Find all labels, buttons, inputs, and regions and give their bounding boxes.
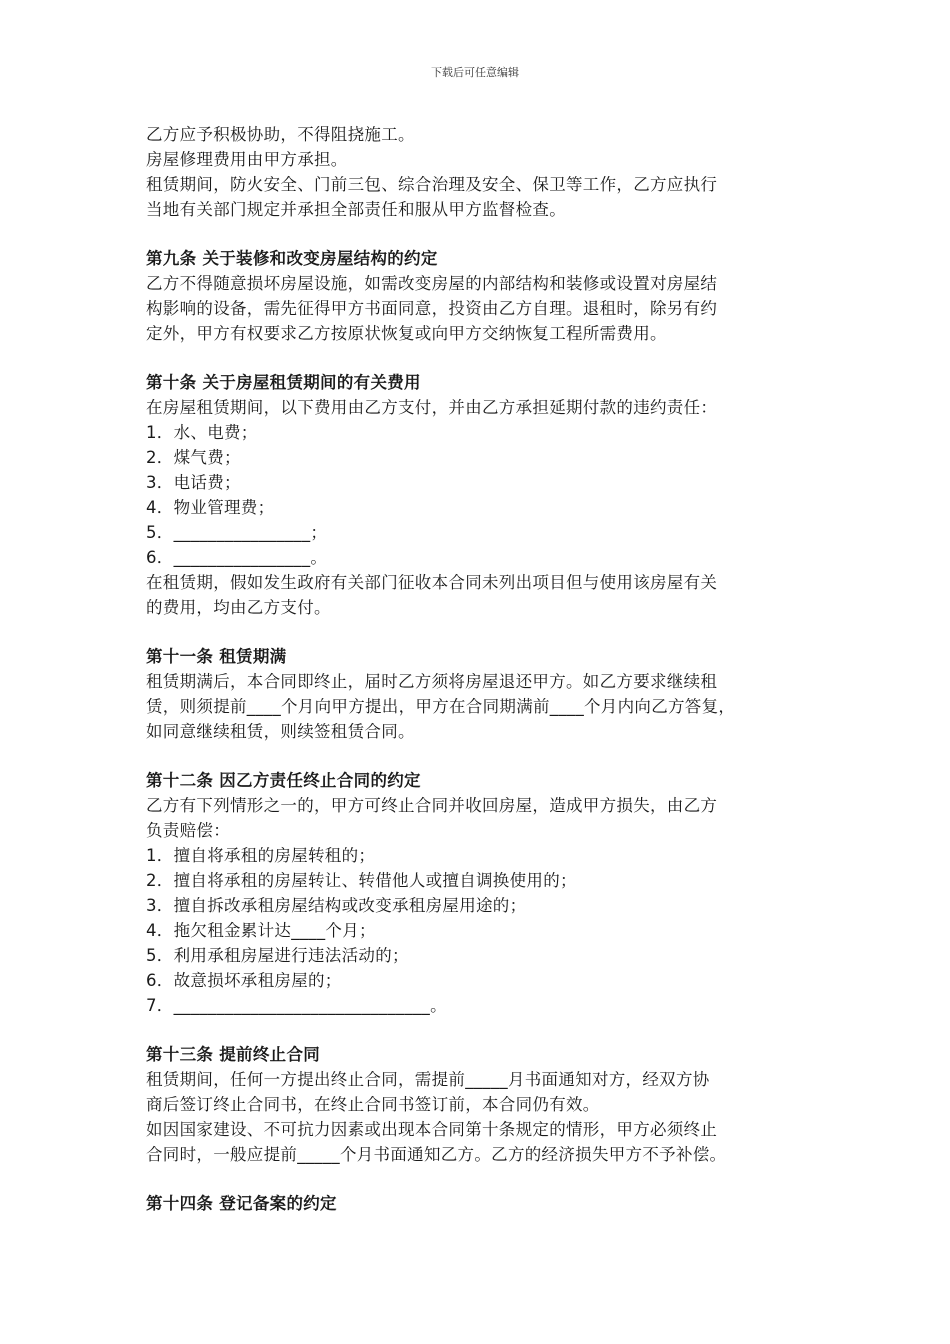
text-line: 商后签订终止合同书，在终止合同书签订前，本合同仍有效。	[146, 1095, 600, 1114]
page-header: 下载后可任意编辑	[431, 66, 519, 79]
article-heading: 第十一条 租赁期满	[146, 647, 287, 666]
text-line: 如因国家建设、不可抗力因素或出现本合同第十条规定的情形，甲方必须终止	[146, 1120, 718, 1139]
text-line: 乙方有下列情形之一的，甲方可终止合同并收回房屋，造成甲方损失，由乙方	[146, 796, 718, 815]
paragraph-gap	[146, 620, 826, 644]
text-line: 当地有关部门规定并承担全部责任和服从甲方监督检查。	[146, 200, 566, 219]
paragraph-gap	[146, 222, 826, 246]
text-line: 的费用，均由乙方支付。	[146, 598, 331, 617]
text-line: 4．拖欠租金累计达____个月；	[146, 921, 376, 940]
text-line: 房屋修理费用由甲方承担。	[146, 150, 348, 169]
text-line: 4．物业管理费；	[146, 498, 275, 517]
paragraph-gap	[146, 1167, 826, 1191]
paragraph-gap	[146, 1018, 826, 1042]
text-line: 租赁期间，任何一方提出终止合同，需提前_____月书面通知对方，经双方协	[146, 1070, 710, 1089]
article-heading: 第十条 关于房屋租赁期间的有关费用	[146, 373, 421, 392]
document-body	[146, 122, 826, 1216]
paragraph-gap	[146, 346, 826, 370]
text-line: 定外，甲方有权要求乙方按原状恢复或向甲方交纳恢复工程所需费用。	[146, 324, 667, 343]
text-line: 6．故意损坏承租房屋的；	[146, 971, 342, 990]
text-line: 合同时，一般应提前_____个月书面通知乙方。乙方的经济损失甲方不予补偿。	[146, 1145, 727, 1164]
text-line: 如同意继续租赁，则续签租赁合同。	[146, 722, 415, 741]
text-line: 2．煤气费；	[146, 448, 241, 467]
text-line: 1．擅自将承租的房屋转租的；	[146, 846, 376, 865]
article-heading: 第九条 关于装修和改变房屋结构的约定	[146, 249, 438, 268]
text-line: 5．利用承租房屋进行违法活动的；	[146, 946, 409, 965]
text-line: 7．______________________________。	[146, 996, 447, 1015]
text-line: 赁，则须提前____个月向甲方提出，甲方在合同期满前____个月内向乙方答复，	[146, 697, 736, 716]
article-heading: 第十二条 因乙方责任终止合同的约定	[146, 771, 421, 790]
text-line: 负责赔偿：	[146, 821, 230, 840]
text-line: 1．水、电费；	[146, 423, 258, 442]
text-line: 6．________________。	[146, 548, 328, 567]
article-heading: 第十三条 提前终止合同	[146, 1045, 321, 1064]
text-line: 2．擅自将承租的房屋转让、转借他人或擅自调换使用的；	[146, 871, 577, 890]
text-line: 5．________________；	[146, 523, 328, 542]
text-line: 乙方不得随意损坏房屋设施，如需改变房屋的内部结构和装修或设置对房屋结	[146, 274, 718, 293]
text-line: 在房屋租赁期间，以下费用由乙方支付，并由乙方承担延期付款的违约责任：	[146, 398, 718, 417]
text-line: 3．电话费；	[146, 473, 241, 492]
text-line: 租赁期满后，本合同即终止，届时乙方须将房屋退还甲方。如乙方要求继续租	[146, 672, 718, 691]
text-line: 在租赁期，假如发生政府有关部门征收本合同未列出项目但与使用该房屋有关	[146, 573, 718, 592]
text-line: 租赁期间，防火安全、门前三包、综合治理及安全、保卫等工作，乙方应执行	[146, 175, 718, 194]
paragraph-gap	[146, 744, 826, 768]
text-line: 构影响的设备，需先征得甲方书面同意，投资由乙方自理。退租时，除另有约	[146, 299, 718, 318]
text-line: 乙方应予积极协助，不得阻挠施工。	[146, 125, 415, 144]
text-line: 3．擅自拆改承租房屋结构或改变承租房屋用途的；	[146, 896, 527, 915]
article-heading: 第十四条 登记备案的约定	[146, 1194, 337, 1213]
